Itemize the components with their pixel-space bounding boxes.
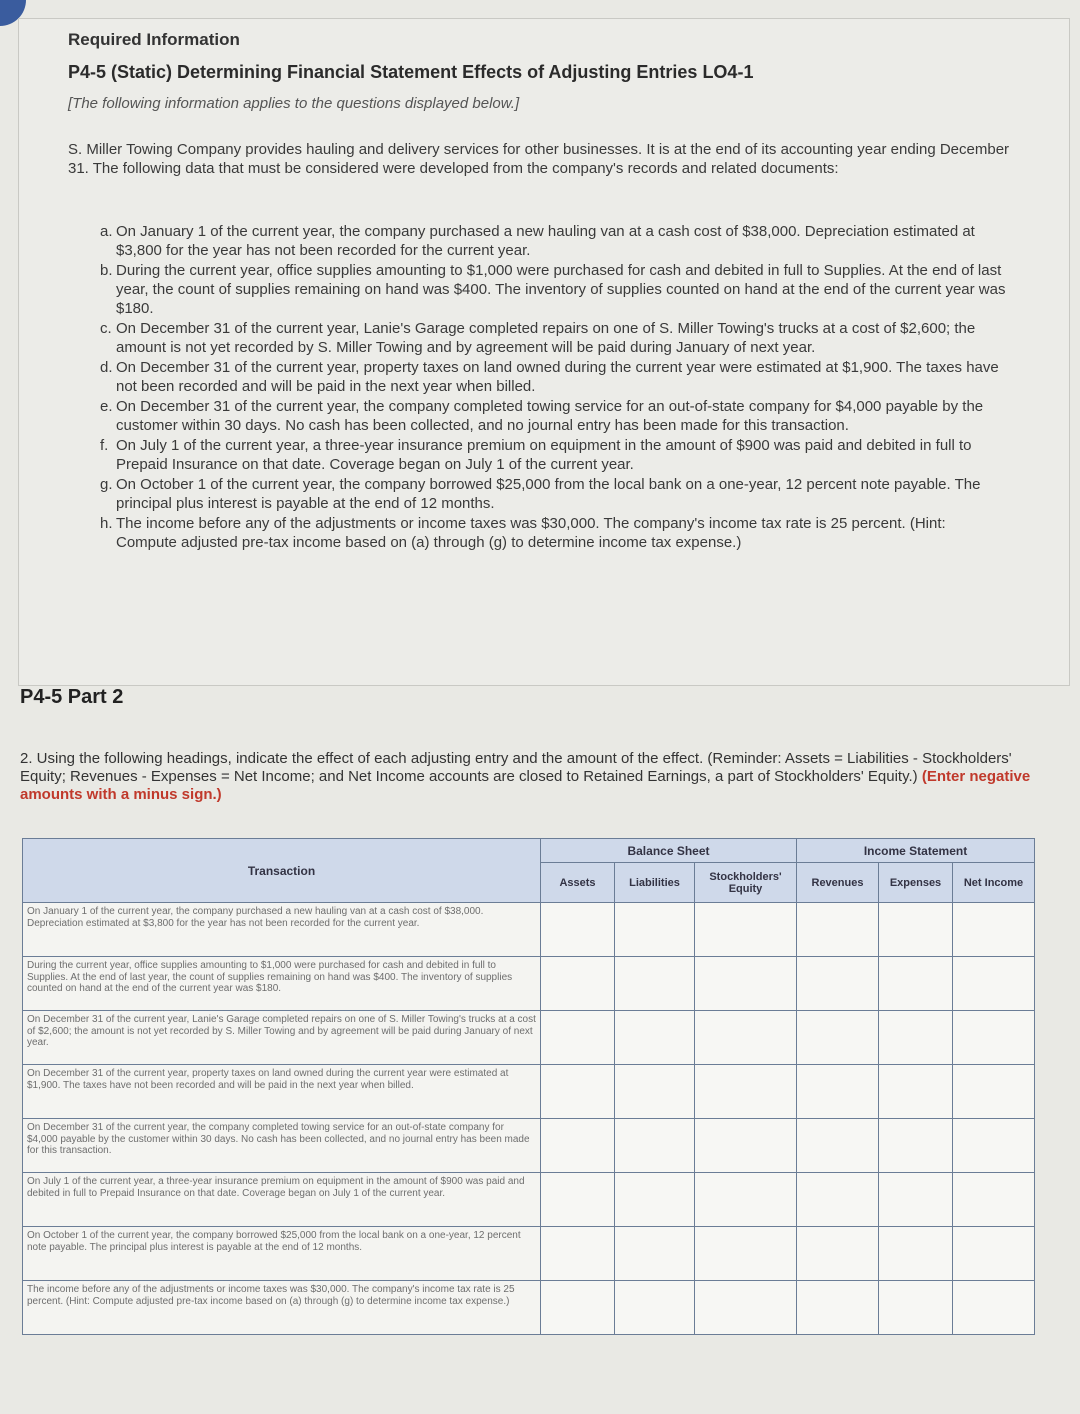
list-item: f. On July 1 of the current year, a three-year insurance premium on equipment in the amount of $900 was paid and debited in full to Prepaid Insurance on that date. Coverage began on July 1 of the current year. (100, 437, 972, 473)
liabilities-input[interactable] (617, 1230, 692, 1278)
required-information-heading: Required Information (68, 30, 240, 49)
liabilities-input[interactable] (617, 1122, 692, 1170)
transaction-description: On July 1 of the current year, a three-year insurance premium on equipment in the amount of $900 was paid and debited in full to Prepaid Insurance on that date. Coverage began on July 1 of the current year. (23, 1173, 541, 1227)
liabilities-input[interactable] (617, 906, 692, 954)
transaction-description: On October 1 of the current year, the company borrowed $25,000 from the local bank on a one-year, 12 percent note payable. The principal plus interest is payable at the end of 12 months. (23, 1227, 541, 1281)
revenues-input[interactable] (799, 1014, 876, 1062)
list-item: b. During the current year, office supplies amounting to $1,000 were purchased for cash and debited in full to Supplies. At the end of last year, the count of supplies remaining on hand was $400. The inventory of supplies counted on hand at the end of the current year was $180. (100, 262, 1006, 317)
problem-title: P4-5 (Static) Determining Financial Statement Effects of Adjusting Entries LO4-1 (68, 62, 754, 82)
net-income-header: Net Income (953, 863, 1035, 903)
net-income-input[interactable] (955, 1014, 1032, 1062)
table-row (23, 1011, 1035, 1065)
liabilities-input[interactable] (617, 1284, 692, 1332)
assets-input[interactable] (543, 960, 612, 1008)
effects-table (22, 838, 1035, 1335)
revenues-input[interactable] (799, 1176, 876, 1224)
instructions: 2. Using the following headings, indicate the effect of each adjusting entry and the amount of the effect. (Reminder: Assets = Liabilities - Stockholders' Equity; Revenues - Expenses = Net Income; and Net Income accounts are closed to Retained Earnings, a part of Stockholders' Equity.) (Enter negative amounts with a minus sign.) (20, 750, 1031, 803)
net-income-input[interactable] (955, 1122, 1032, 1170)
assets-input[interactable] (543, 906, 612, 954)
net-income-input[interactable] (955, 906, 1032, 954)
transaction-description: During the current year, office supplies amounting to $1,000 were purchased for cash and debited in full to Supplies. At the end of last year, the count of supplies remaining on hand was $400. The inventory of supplies counted on hand at the end of the current year was $180. (23, 957, 541, 1011)
stockholders-equity-input[interactable] (697, 960, 794, 1008)
list-item: c. On December 31 of the current year, Lanie's Garage completed repairs on one of S. Miller Towing's trucks at a cost of $2,600; the amount is not yet recorded by S. Miller Towing and by agreement will be paid during January of next year. (100, 320, 976, 356)
revenues-input[interactable] (799, 1068, 876, 1116)
assets-input[interactable] (543, 1176, 612, 1224)
revenues-input[interactable] (799, 1122, 876, 1170)
balance-sheet-header: Balance Sheet (541, 839, 797, 863)
assets-input[interactable] (543, 1230, 612, 1278)
expenses-input[interactable] (881, 1230, 950, 1278)
assets-input[interactable] (543, 1284, 612, 1332)
expenses-input[interactable] (881, 1122, 950, 1170)
table-row (23, 1173, 1035, 1227)
expenses-input[interactable] (881, 1176, 950, 1224)
net-income-input[interactable] (955, 1176, 1032, 1224)
transaction-description: On December 31 of the current year, Lanie's Garage completed repairs on one of S. Miller Towing's trucks at a cost of $2,600; the amount is not yet recorded by S. Miller Towing and by agreement will be paid during January of next year. (23, 1011, 541, 1065)
liabilities-input[interactable] (617, 1176, 692, 1224)
stockholders-equity-input[interactable] (697, 1284, 794, 1332)
table-row (23, 1065, 1035, 1119)
problem-intro: S. Miller Towing Company provides hauling and delivery services for other businesses. It is at the end of its accounting year ending December 31. The following data that must be considered were developed from the company's records and related documents: (68, 141, 1010, 177)
net-income-input[interactable] (955, 1284, 1032, 1332)
list-item: e. On December 31 of the current year, the company completed towing service for an out-of-state company for $4,000 payable by the customer within 30 days. No cash has been collected, and no journal entry has been made for this transaction. (100, 398, 984, 434)
part-title: P4-5 Part 2 (20, 686, 124, 708)
revenues-header: Revenues (797, 863, 879, 903)
net-income-input[interactable] (955, 1068, 1032, 1116)
transaction-header: Transaction (23, 839, 541, 903)
stockholders-equity-input[interactable] (697, 1068, 794, 1116)
income-statement-header: Income Statement (797, 839, 1035, 863)
expenses-header: Expenses (879, 863, 953, 903)
net-income-input[interactable] (955, 1230, 1032, 1278)
liabilities-input[interactable] (617, 1014, 692, 1062)
transaction-description: On January 1 of the current year, the company purchased a new hauling van at a cash cost of $38,000. Depreciation estimated at $3,800 for the year has not been recorded for the current year. (23, 903, 541, 957)
transaction-description: The income before any of the adjustments or income taxes was $30,000. The company's income tax rate is 25 percent. (Hint: Compute adjusted pre-tax income based on (a) through (g) to determine income tax expense.) (23, 1281, 541, 1335)
adjustment-data-list (100, 222, 1010, 553)
liabilities-input[interactable] (617, 1068, 692, 1116)
list-item: d. On December 31 of the current year, property taxes on land owned during the current year were estimated at $1,900. The taxes have not been recorded and will be paid in the next year when billed. (100, 359, 999, 395)
stockholders-equity-input[interactable] (697, 1230, 794, 1278)
table-row (23, 1119, 1035, 1173)
assets-input[interactable] (543, 1014, 612, 1062)
revenues-input[interactable] (799, 1284, 876, 1332)
info-note: [The following information applies to the questions displayed below.] (68, 95, 520, 112)
stockholders-equity-input[interactable] (697, 1176, 794, 1224)
expenses-input[interactable] (881, 1068, 950, 1116)
revenues-input[interactable] (799, 906, 876, 954)
expenses-input[interactable] (881, 960, 950, 1008)
stockholders-equity-header: Stockholders' Equity (695, 863, 797, 903)
liabilities-input[interactable] (617, 960, 692, 1008)
revenues-input[interactable] (799, 960, 876, 1008)
table-row (23, 903, 1035, 957)
table-row (23, 1227, 1035, 1281)
assets-header: Assets (541, 863, 615, 903)
net-income-input[interactable] (955, 960, 1032, 1008)
list-item: a. On January 1 of the current year, the company purchased a new hauling van at a cash cost of $38,000. Depreciation estimated at $3,800 for the year has not been recorded for the current year. (100, 223, 975, 259)
assets-input[interactable] (543, 1122, 612, 1170)
list-item: g. On October 1 of the current year, the company borrowed $25,000 from the local bank on a one-year, 12 percent note payable. The principal plus interest is payable at the end of 12 months. (100, 476, 981, 512)
stockholders-equity-input[interactable] (697, 1122, 794, 1170)
transaction-description: On December 31 of the current year, the company completed towing service for an out-of-state company for $4,000 payable by the customer within 30 days. No cash has been collected, and no journal entry has been made for this transaction. (23, 1119, 541, 1173)
transaction-description: On December 31 of the current year, property taxes on land owned during the current year were estimated at $1,900. The taxes have not been recorded and will be paid in the next year when billed. (23, 1065, 541, 1119)
liabilities-header: Liabilities (615, 863, 695, 903)
assets-input[interactable] (543, 1068, 612, 1116)
expenses-input[interactable] (881, 906, 950, 954)
expenses-input[interactable] (881, 1014, 950, 1062)
list-item: h. The income before any of the adjustments or income taxes was $30,000. The company's income tax rate is 25 percent. (Hint: Compute adjusted pre-tax income based on (a) through (g) to determine income tax expense.) (100, 515, 946, 551)
expenses-input[interactable] (881, 1284, 950, 1332)
stockholders-equity-input[interactable] (697, 1014, 794, 1062)
revenues-input[interactable] (799, 1230, 876, 1278)
stockholders-equity-input[interactable] (697, 906, 794, 954)
table-row (23, 1281, 1035, 1335)
table-row (23, 957, 1035, 1011)
